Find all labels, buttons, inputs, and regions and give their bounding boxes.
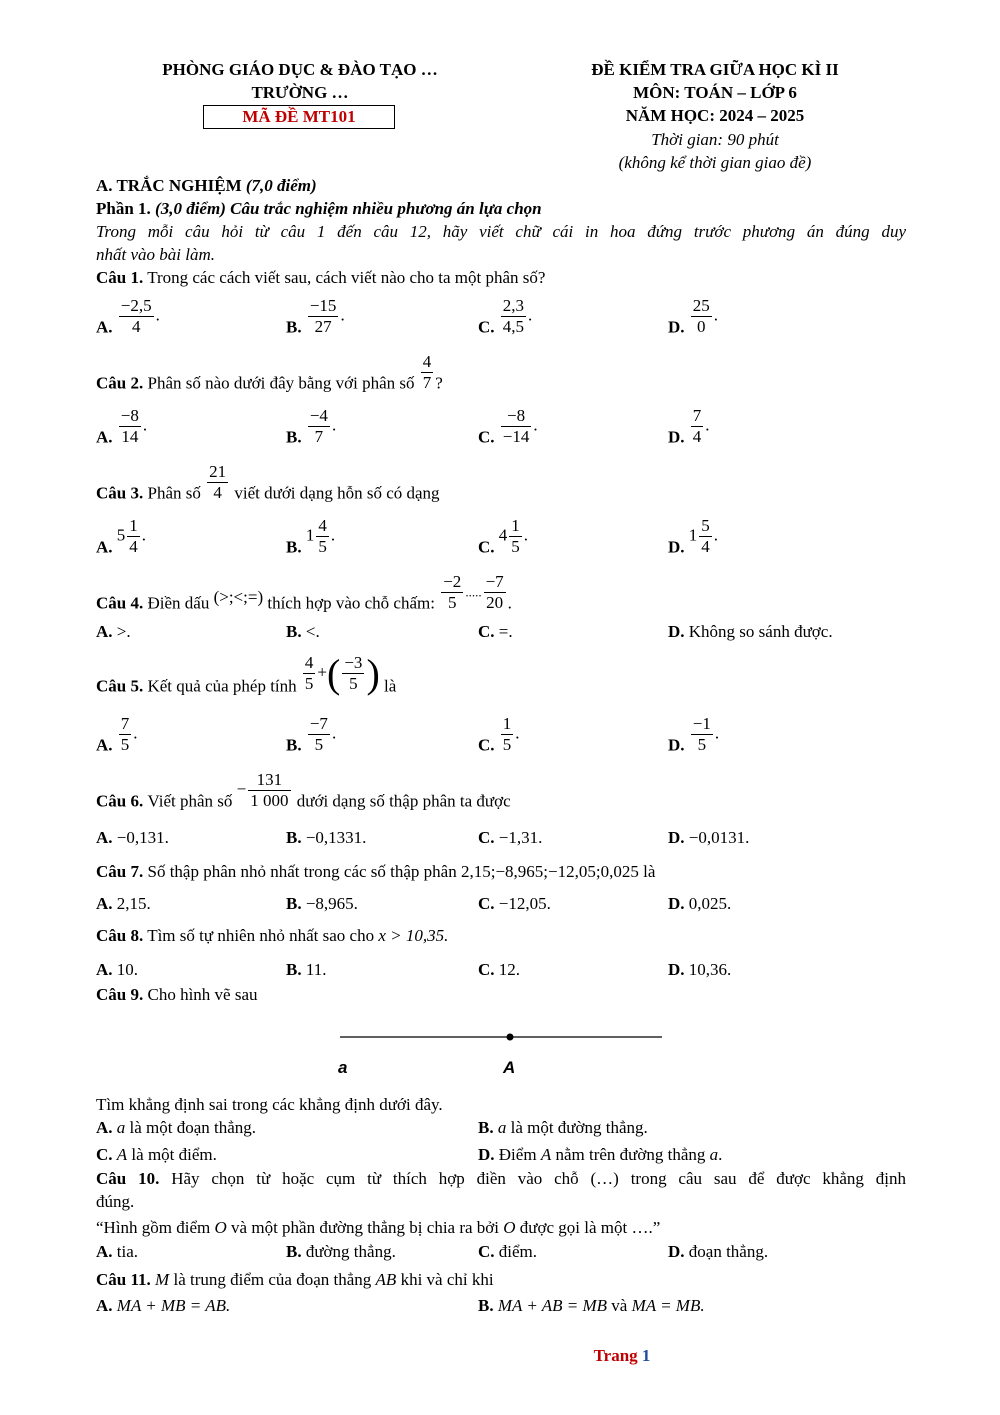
q8-option-d[interactable]: D. 10,36.	[668, 960, 732, 979]
q7-option-d[interactable]: D. 0,025.	[668, 894, 732, 913]
q6-option-c[interactable]: C. −1,31.	[478, 828, 543, 847]
subject: MÔN: TOÁN – LỚP 6	[633, 83, 797, 102]
q5-stem: Câu 5. Kết quả của phép tính $\frac{4}{5}$ +( $\frac{-3}{5}$ ) là	[96, 651, 397, 696]
q5-option-d[interactable]: D. $\frac{-1}{5}$ .	[668, 714, 720, 755]
q2-stem: Câu 2. Phân số nào dưới đây bằng với phân số $\frac{4}{7}$ ?	[96, 352, 443, 393]
q9-option-b[interactable]: B. a là một đường thẳng.	[478, 1118, 648, 1137]
label-A: A	[503, 1058, 516, 1077]
page-number: 1	[641, 1346, 651, 1365]
q3-stem: Câu 3. Phân số $\frac{21}{4}$ viết dưới dạng hỗn số có dạng	[96, 462, 440, 503]
label-a: a	[338, 1058, 348, 1077]
q9-option-c[interactable]: C. A là một điểm.	[96, 1145, 217, 1164]
q10-stem-line1: Câu 10. Hãy chọn từ hoặc cụm từ thích hợp điền vào chỗ (…) trong câu sau để được khẳng định	[96, 1169, 907, 1188]
q4-option-d[interactable]: D. Không so sánh được.	[668, 622, 833, 641]
q2-option-a[interactable]: A. $\frac{-8}{14}$ .	[96, 406, 148, 447]
part1-instr-line2: nhất vào bài làm.	[96, 245, 215, 264]
q3-option-d[interactable]: D. 1 $\frac{5}{4}$ .	[668, 516, 719, 557]
q9-ask: Tìm khẳng định sai trong các khẳng định dưới đây.	[96, 1095, 443, 1114]
q10-stem-line2: đúng.	[96, 1192, 135, 1211]
q7-option-b[interactable]: B. −8,965.	[286, 894, 358, 913]
time-limit: Thời gian: 90 phút	[651, 130, 779, 149]
q4-stem: Câu 4. Điền dấu (>;<;=) thích hợp vào chỗ chấm: $\frac{-2}{5}$ ..... $\frac{-7}{20}$ .	[96, 572, 512, 613]
page-footer	[0, 1346, 1000, 1366]
section-a-heading	[96, 176, 317, 196]
q5-option-b[interactable]: B. $\frac{-7}{5}$ .	[286, 714, 337, 755]
q2-option-d[interactable]: D. $\frac{7}{4}$ .	[668, 406, 710, 447]
q5-option-c[interactable]: C. $\frac{1}{5}$ .	[478, 714, 520, 755]
q9-option-a[interactable]: A. a là một đoạn thẳng.	[96, 1118, 257, 1137]
exam-code: MÃ ĐỀ MT101	[203, 105, 395, 129]
exam-title: ĐỀ KIỂM TRA GIỮA HỌC KÌ II	[591, 60, 839, 79]
q2-option-c[interactable]: C. $\frac{-8}{-14}$ .	[478, 406, 538, 447]
q1-text: Trong các cách viết sau, cách viết nào cho ta một phân số?	[147, 268, 546, 287]
q7-stem: Câu 7. Số thập phân nhỏ nhất trong các số thập phân 2,15;−8,965;−12,05;0,025 là	[96, 862, 656, 881]
school-name: TRƯỜNG …	[251, 83, 349, 102]
q10-quote: “Hình gồm điểm O và một phần đường thẳng bị chia ra bởi O được gọi là một ….”	[96, 1218, 661, 1237]
q10-option-b[interactable]: B. đường thẳng.	[286, 1242, 396, 1261]
section-a-points: (7,0 điểm)	[245, 176, 317, 195]
q1-option-c[interactable]: C. $\frac{2,3}{4,5}$ .	[478, 296, 533, 337]
q8-option-c[interactable]: C. 12.	[478, 960, 521, 979]
q8-option-a[interactable]: A. 10.	[96, 960, 139, 979]
q10-option-a[interactable]: A. tia.	[96, 1242, 139, 1261]
part1-heading	[96, 199, 542, 219]
section-a-title: A. TRẮC NGHIỆM	[96, 176, 242, 195]
q1-stem	[96, 268, 545, 288]
q7-option-c[interactable]: C. −12,05.	[478, 894, 551, 913]
q1-option-b[interactable]: B. $\frac{-15}{27}$ .	[286, 296, 345, 337]
q10-option-d[interactable]: D. đoạn thẳng.	[668, 1242, 769, 1261]
part1-title: (3,0 điểm) Câu trắc nghiệm nhiều phương án lựa chọn	[155, 199, 542, 218]
q11-option-a[interactable]: A. MA + MB = AB.	[96, 1296, 231, 1315]
q7-option-a[interactable]: A. 2,15.	[96, 894, 151, 913]
q8-stem: Câu 8. Tìm số tự nhiên nhỏ nhất sao cho x > 10,35.	[96, 926, 449, 945]
q1-option-d[interactable]: D. $\frac{25}{0}$ .	[668, 296, 719, 337]
part1-label: Phần 1.	[96, 199, 151, 218]
q3-option-b[interactable]: B. 1 $\frac{4}{5}$ .	[286, 516, 336, 557]
q11-stem: Câu 11. M là trung điểm của đoạn thẳng AB khi và chỉ khi	[96, 1270, 494, 1289]
q2-option-b[interactable]: B. $\frac{-4}{7}$ .	[286, 406, 337, 447]
q4-option-c[interactable]: C. =.	[478, 622, 513, 641]
q3-option-c[interactable]: C. 4 $\frac{1}{5}$ .	[478, 516, 529, 557]
q6-option-d[interactable]: D. −0,0131.	[668, 828, 750, 847]
dept-name: PHÒNG GIÁO DỤC & ĐÀO TẠO …	[162, 60, 438, 79]
point-A	[507, 1034, 514, 1041]
q9-option-d[interactable]: D. Điểm A nằm trên đường thẳng a.	[478, 1145, 723, 1164]
q6-stem: Câu 6. Viết phân số − $\frac{131}{1 000}$ dưới dạng số thập phân ta được	[96, 770, 511, 811]
time-note: (không kể thời gian giao đề)	[618, 153, 812, 172]
q4-option-b[interactable]: B. <.	[286, 622, 320, 641]
part1-instr-line1: Trong mỗi câu hỏi từ câu 1 đến câu 12, hãy viết chữ cái in hoa đứng trước phương án đúng duy	[96, 222, 906, 241]
q1-label: Câu 1.	[96, 268, 144, 287]
q4-option-a[interactable]: A. >.	[96, 622, 131, 641]
q9-stem: Câu 9. Cho hình vẽ sau	[96, 985, 258, 1004]
q8-option-b[interactable]: B. 11.	[286, 960, 327, 979]
school-year: NĂM HỌC: 2024 – 2025	[625, 106, 805, 125]
q9-figure	[330, 1025, 670, 1085]
q10-option-c[interactable]: C. điểm.	[478, 1242, 538, 1261]
q5-option-a[interactable]: A. $\frac{7}{5}$ .	[96, 714, 138, 755]
q6-option-a[interactable]: A. −0,131.	[96, 828, 169, 847]
q3-option-a[interactable]: A. 5 $\frac{1}{4}$ .	[96, 516, 147, 557]
q11-option-b[interactable]: B. MA + AB = MB và MA = MB.	[478, 1296, 705, 1315]
q1-option-a[interactable]: A. $\frac{-2,5}{4}$ .	[96, 296, 160, 337]
q6-option-b[interactable]: B. −0,1331.	[286, 828, 367, 847]
page-label: Trang	[593, 1346, 638, 1365]
